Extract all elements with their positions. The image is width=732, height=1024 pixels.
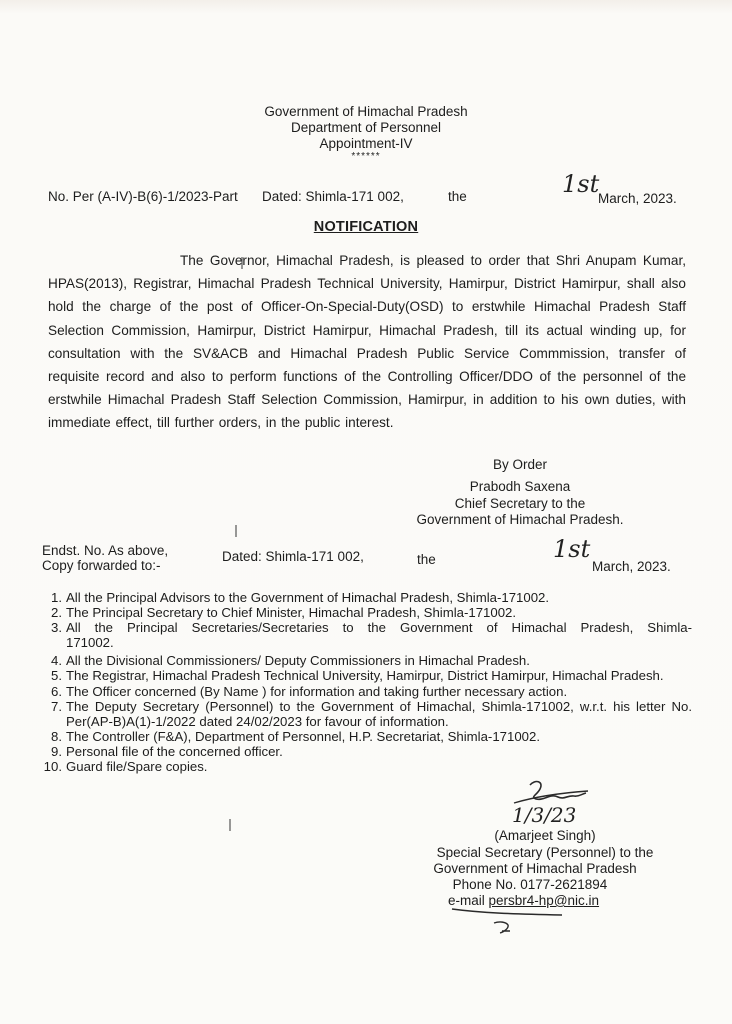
signatory-1-name: Prabodh Saxena <box>469 479 571 494</box>
header-stars: ****** <box>351 151 381 162</box>
signatory-2-org: Government of Himachal Pradesh <box>433 861 637 876</box>
reference-month-year: March, 2023. <box>598 191 677 206</box>
email-link[interactable]: persbr4-hp@nic.in <box>488 893 600 908</box>
by-order: By Order <box>492 457 547 472</box>
stray-mark <box>226 818 234 832</box>
stray-mark <box>238 256 246 270</box>
endorsement-dated: Dated: Shimla-171 002, <box>222 549 364 564</box>
list-item: 6. The Officer concerned (By Name ) for information and taking further necessary action. <box>51 684 568 700</box>
signatory-1-org: Government of Himachal Pradesh. <box>416 512 624 527</box>
signatory-2-designation: Special Secretary (Personnel) to the <box>436 845 654 860</box>
header-department: Department of Personnel <box>290 120 442 135</box>
signature-handwritten-date: 1/3/23 <box>512 803 577 827</box>
list-item: 8. The Controller (F&A), Department of Personnel, H.P. Secretariat, Shimla-171002. <box>51 728 540 744</box>
signatory-1-designation: Chief Secretary to the <box>454 496 586 511</box>
reference-handwritten-date: 1st <box>562 170 600 198</box>
list-item: 3. All the Principal Secretaries/Secretaries to the Government of Himachal Pradesh, Shimla-171002. <box>51 620 692 650</box>
list-item: 4. All the Divisional Commissioners/ Deputy Commissioners in Himachal Pradesh. <box>51 652 530 668</box>
endorsement-handwritten-date: 1st <box>553 535 591 563</box>
endorsement-the: the <box>417 552 436 567</box>
stray-mark <box>232 524 240 538</box>
reference-number: No. Per (A-IV)-B(6)-1/2023-Part <box>48 189 238 204</box>
list-item: 1. All the Principal Advisors to the Government of Himachal Pradesh, Shimla-171002. <box>51 590 550 605</box>
header-government: Government of Himachal Pradesh <box>264 104 468 119</box>
list-item: 2. The Principal Secretary to Chief Minister, Himachal Pradesh, Shimla-171002. <box>51 605 517 621</box>
reference-the: the <box>448 189 467 204</box>
header-section: Appointment-IV <box>319 136 413 151</box>
list-item: 5. The Registrar, Himachal Pradesh Technical University, Hamirpur, District Hamirpur, Himachal Pradesh. <box>51 668 664 684</box>
notification-title: NOTIFICATION <box>313 219 419 235</box>
notification-body: The Governor, Himachal Pradesh, is pleased to order that Shri Anupam Kumar, HPAS(2013), Registrar, Himachal Pradesh Technical University, Hamirpur, District Hamirpur, shall also hold the charge of the post of Officer-On-Special-Duty(OSD) to erstwhile Himachal Pradesh Staff Selection Commission, Hamirpur, District Hamirpur, Himachal Pradesh, till its actual winding up, for consultation with the SV&ACB and Himachal Pradesh Public Service Commmission, transfer of requisite record and also to perform functions of the Controlling Officer/DDO of the personnel of the erstwhile Himachal Pradesh Staff Selection Commission, Hamirpur, in addition to his own duties, with immediate effect, till further orders, in the public interest. <box>48 253 686 431</box>
list-item: 10. Guard file/Spare copies. <box>43 759 208 775</box>
list-item: 9. Personal file of the concerned officer. <box>51 744 283 760</box>
pen-strokes <box>440 905 580 945</box>
endorsement-month-year: March, 2023. <box>592 559 671 574</box>
signatory-2-phone: Phone No. 0177-2621894 <box>452 877 608 892</box>
email-label: e-mail <box>448 893 485 908</box>
endorsement-number: Endst. No. As above, <box>42 543 169 558</box>
signatory-2-name: (Amarjeet Singh) <box>494 828 596 843</box>
list-item: 7. The Deputy Secretary (Personnel) to the Government of Himachal, Shimla-171002, w.r.t. his letter No. Per(AP-B)A(1)-1/2022 dated 24/02/2023 for favour of information. <box>51 699 692 729</box>
reference-dated: Dated: Shimla-171 002, <box>262 189 404 204</box>
copy-list <box>42 591 692 774</box>
endorsement-copy: Copy forwarded to:- <box>42 558 161 573</box>
